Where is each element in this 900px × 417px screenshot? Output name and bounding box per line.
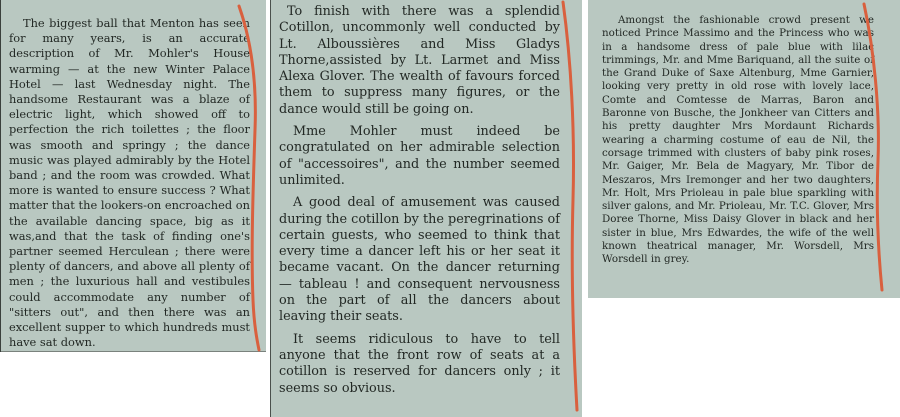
paragraph: To finish with there was a splendid Cotillon, uncommonly well conducted by Lt. Alboussières and Miss Gladys Thorne,assisted by Lt. Larmet and Miss Alexa Glover. The wealth of favours forced them to suppress many figures, or the dance would still be going on. [279,4,560,117]
paragraph: It seems ridiculous to have to tell anyone that the front row of seats at a cotillon is reserved for dancers only ; it seems so obvious. [279,331,560,396]
paragraph: A good deal of amusement was caused during the cotillon by the peregrinations of certain guests, who seemed to think that every time a dancer left his or her seat it became vacant. On the dancer returning — tableau ! and consequent nervousness on the part of all the dancers about leaving their seats. [279,195,560,325]
paragraph: The biggest ball that Menton has seen for many years, is an accurate description of Mr. Mohler's House warming — at the new Winter Palace Hotel — last Wednesday night. The handsome Restaurant was a blaze of electric light, which showed off to perfection the rich toilettes ; the floor was smooth and springy ; the dance music was played admirably by the Hotel band ; and the room was crowded. What more is wanted to ensure success ? What matter that the lookers-on encroached on the available dancing space, big as it was,and that the task of finding one's partner seemed Herculean ; there were plenty of dancers, and above all plenty of men ; the luxurious hall and vestibules could accommodate any number of "sitters out", and then there was an excellent supper to which hundreds must have sat down. [9,16,250,350]
column-rule [1,351,266,352]
clipping-text [602,14,874,267]
newspaper-clipping-guest-list [588,0,900,298]
newspaper-clipping-ball-report [0,0,266,352]
paragraph: Mme Mohler must indeed be congratulated on her admirable selection of "accessoires", and the number seemed unlimited. [279,124,560,188]
paragraph: Amongst the fashionable crowd present we noticed Prince Massimo and the Princess who was in a handsome dress of pale blue with lilac trimmings, Mr. and Mme Bariquand, all the suite of the Grand Duke of Saxe Altenburg, Mme Garnier, looking very pretty in old rose with lovely lace, Comte and Comtesse de Marras, Baron and Baronne von Busche, the Jonkheer van Citters and his pretty daughter Mrs Mordaunt Richards wearing a charming costume of eau de Nil, the corsage trimmed with clusters of baby pink roses, Mr. Gaiger, Mr. Bela de Magyary, Mr. Tibor de Meszaros, Mrs Iremonger and her two daughters, Mr. Holt, Mrs Prioleau in pale blue sparkling with silver galons, and Mr. Prioleau, Mr. T.C. Glover, Mrs Doree Thorne, Miss Daisy Glover in black and her sister in blue, Mrs Edwardes, the wife of the well known theatrical manager, Mr. Worsdell, Mrs Worsdell in grey. [602,14,874,266]
clipping-text [9,16,250,350]
clipping-text [279,4,560,397]
newspaper-clipping-cotillon [270,0,582,417]
